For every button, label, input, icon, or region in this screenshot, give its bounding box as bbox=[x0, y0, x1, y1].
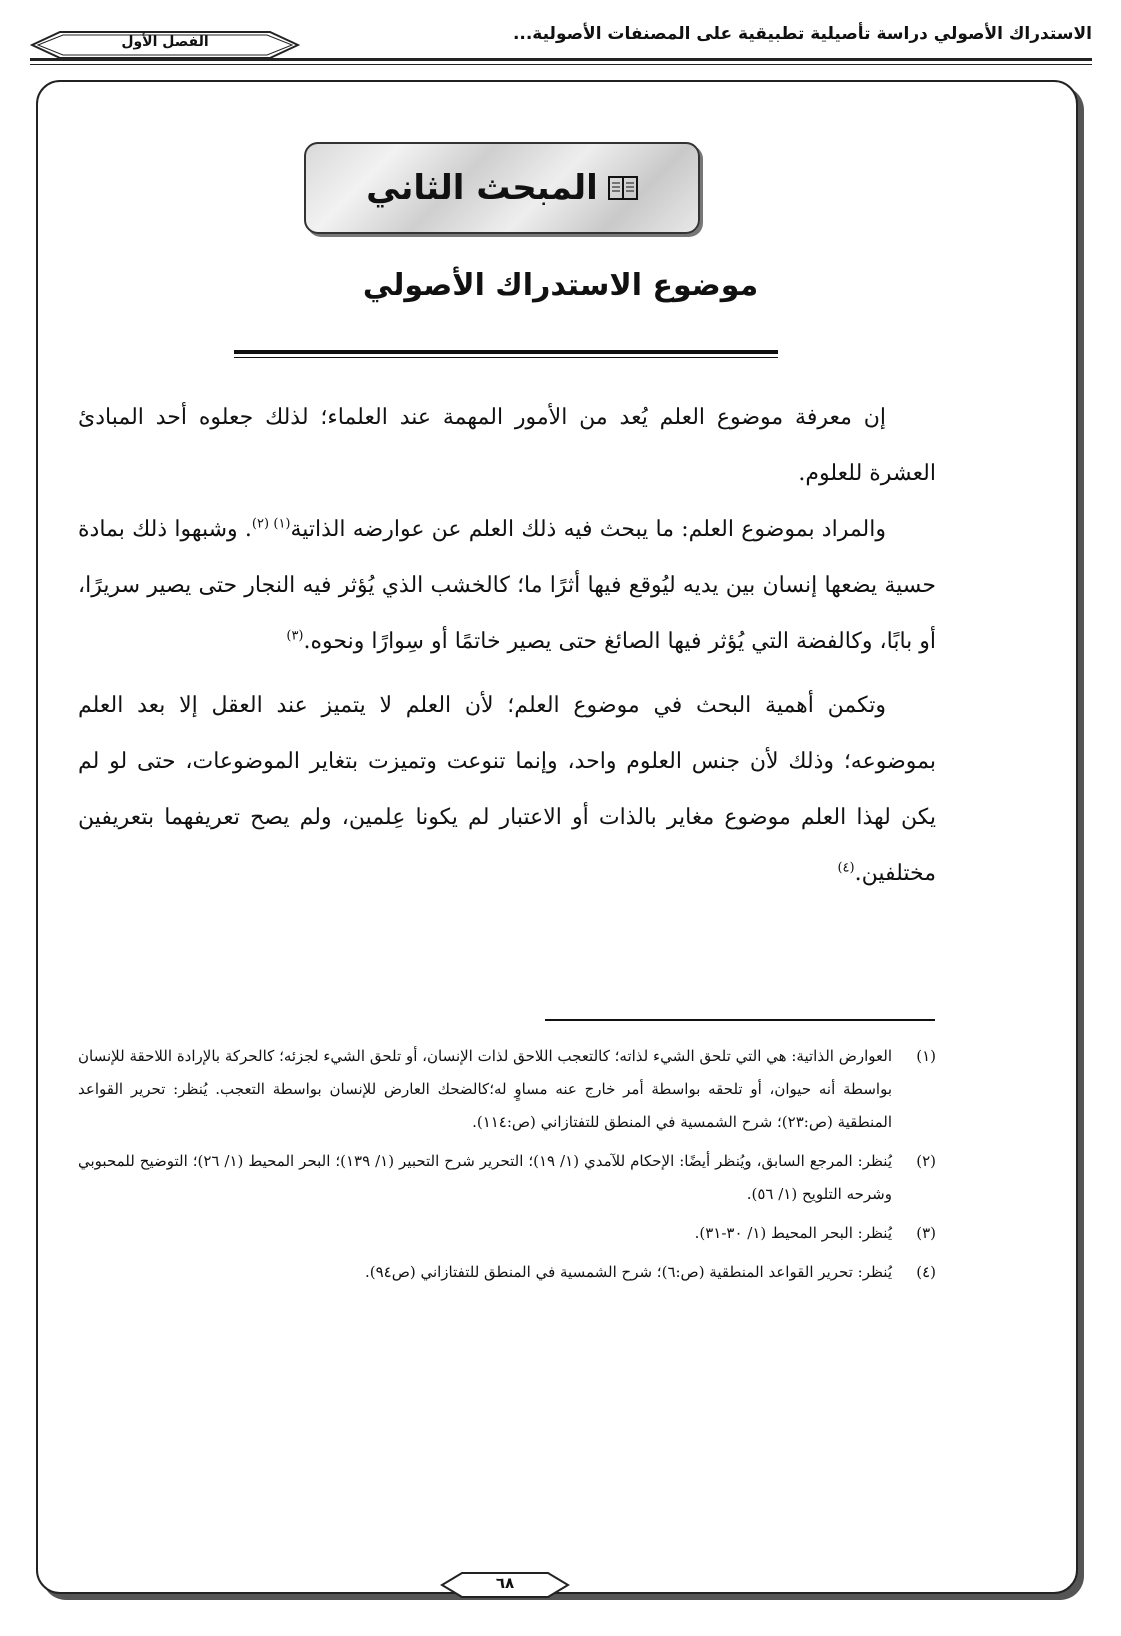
chapter-tag bbox=[30, 30, 300, 60]
footnote-2 bbox=[78, 1145, 936, 1211]
footnote-text: يُنظر: المرجع السابق، ويُنظر أيضًا: الإحكام للآمدي (١/ ١٩)؛ التحرير شرح التحبير (١/ ١٣٩)؛ البحر المحيط (١/ ٢٦)؛ التوضيح للمحبوبي وشرحه التلويح (١/ ٥٦). bbox=[78, 1152, 893, 1203]
paragraph-3-text: وشبهوا ذلك بمادة حسية يضعها إنسان بين يديه ليُوقع فيها أثرًا ما؛ كالخشب الذي يُؤثر فيه النجار حتى يصير سريرًا، أو بابًا، وكالفضة التي يُؤثر فيها الصائغ حتى يصير خاتمًا أو سِوارًا ونحوه. bbox=[78, 517, 936, 654]
page-title: موضوع الاستدراك الأصولي bbox=[362, 268, 759, 303]
paragraph-2: والمراد بموضوع العلم: ما يبحث فيه ذلك العلم عن عوارضه الذاتية$^{(١) (٢)}$. وشبهوا ذلك بمادة حسية يضعها إنسان بين يديه ليُوقع فيها أثرًا ما؛ كالخشب الذي يُؤثر فيه النجار حتى يصير سريرًا، أو بابًا، وكالفضة التي يُؤثر فيها الصائغ حتى يصير خاتمًا أو سِوارًا ونحوه.$^{(٣)}$ bbox=[78, 516, 936, 654]
footnote-ref-4[interactable]: (٤) bbox=[837, 860, 855, 876]
footnote-3 bbox=[78, 1217, 936, 1250]
section-badge bbox=[304, 142, 700, 234]
footnote-text: يُنظر: البحر المحيط (١/ ٣٠-٣١). bbox=[694, 1224, 892, 1242]
footnote-number: (١) bbox=[916, 1047, 936, 1065]
footnote-number: (٣) bbox=[916, 1224, 936, 1242]
footnote-number: (٤) bbox=[916, 1263, 936, 1281]
footnote-1 bbox=[78, 1040, 936, 1139]
footnote-separator bbox=[545, 1019, 935, 1021]
footnote-text: يُنظر: تحرير القواعد المنطقية (ص:٦)؛ شرح الشمسية في المنطق للتفتازاني (ص٩٤). bbox=[364, 1263, 892, 1281]
paragraph-4: وتكمن أهمية البحث في موضوع العلم؛ لأن العلم لا يتميز عند العقل إلا بعد العلم بموضوعه؛ وذلك لأن جنس العلوم واحد، وإنما تنوعت وتميزت بتغاير الموضوعات، حتى لو لم يكن لهذا العلم موضوع مغاير بالذات أو الاعتبار لم يكونا عِلمين، ولم يصح تعريفهما بتعريفين مختلفين.$^{(٤)}$ bbox=[78, 693, 936, 886]
footnote-number: (٢) bbox=[916, 1152, 936, 1170]
footnote-4 bbox=[78, 1256, 936, 1289]
footnote-ref-3[interactable]: (٣) bbox=[286, 628, 304, 644]
footnote-ref-1-2[interactable]: (١) (٢) bbox=[251, 516, 291, 532]
page-number: ٦٨ bbox=[495, 1574, 515, 1592]
footnote-text: العوارض الذاتية: هي التي تلحق الشيء لذاته؛ كالتعجب اللاحق لذات الإنسان، أو تلحق الشيء لجزئه؛ كالحركة بالإرادة اللاحقة للإنسان بواسطة أنه حيوان، أو تلحقه بواسطة أمر خارج عنه مساوٍ له؛كالضحك العارض للإنسان بواسطة التعجب. يُنظر: تحرير القواعد المنطقية (ص:٢٣)؛ شرح الشمسية في المنطق للتفتازاني (ص:١١٤). bbox=[78, 1047, 892, 1131]
body-text bbox=[78, 390, 936, 902]
chapter-label: الفصل الأول bbox=[121, 34, 209, 50]
title-rule-thin bbox=[234, 357, 778, 358]
page-number-tag bbox=[440, 1570, 570, 1600]
paragraph-1: إن معرفة موضوع العلم يُعد من الأمور المهمة عند العلماء؛ لذلك جعلوه أحد المبادئ العشرة للعلوم. bbox=[78, 405, 936, 486]
section-label: المبحث الثاني bbox=[366, 168, 598, 208]
running-title: الاستدراك الأصولي دراسة تأصيلية تطبيقية على المصنفات الأصولية... bbox=[512, 24, 1092, 44]
header-rule bbox=[30, 58, 1092, 65]
open-book-icon bbox=[608, 175, 638, 201]
title-rule bbox=[234, 350, 778, 354]
footnotes bbox=[78, 1040, 936, 1295]
